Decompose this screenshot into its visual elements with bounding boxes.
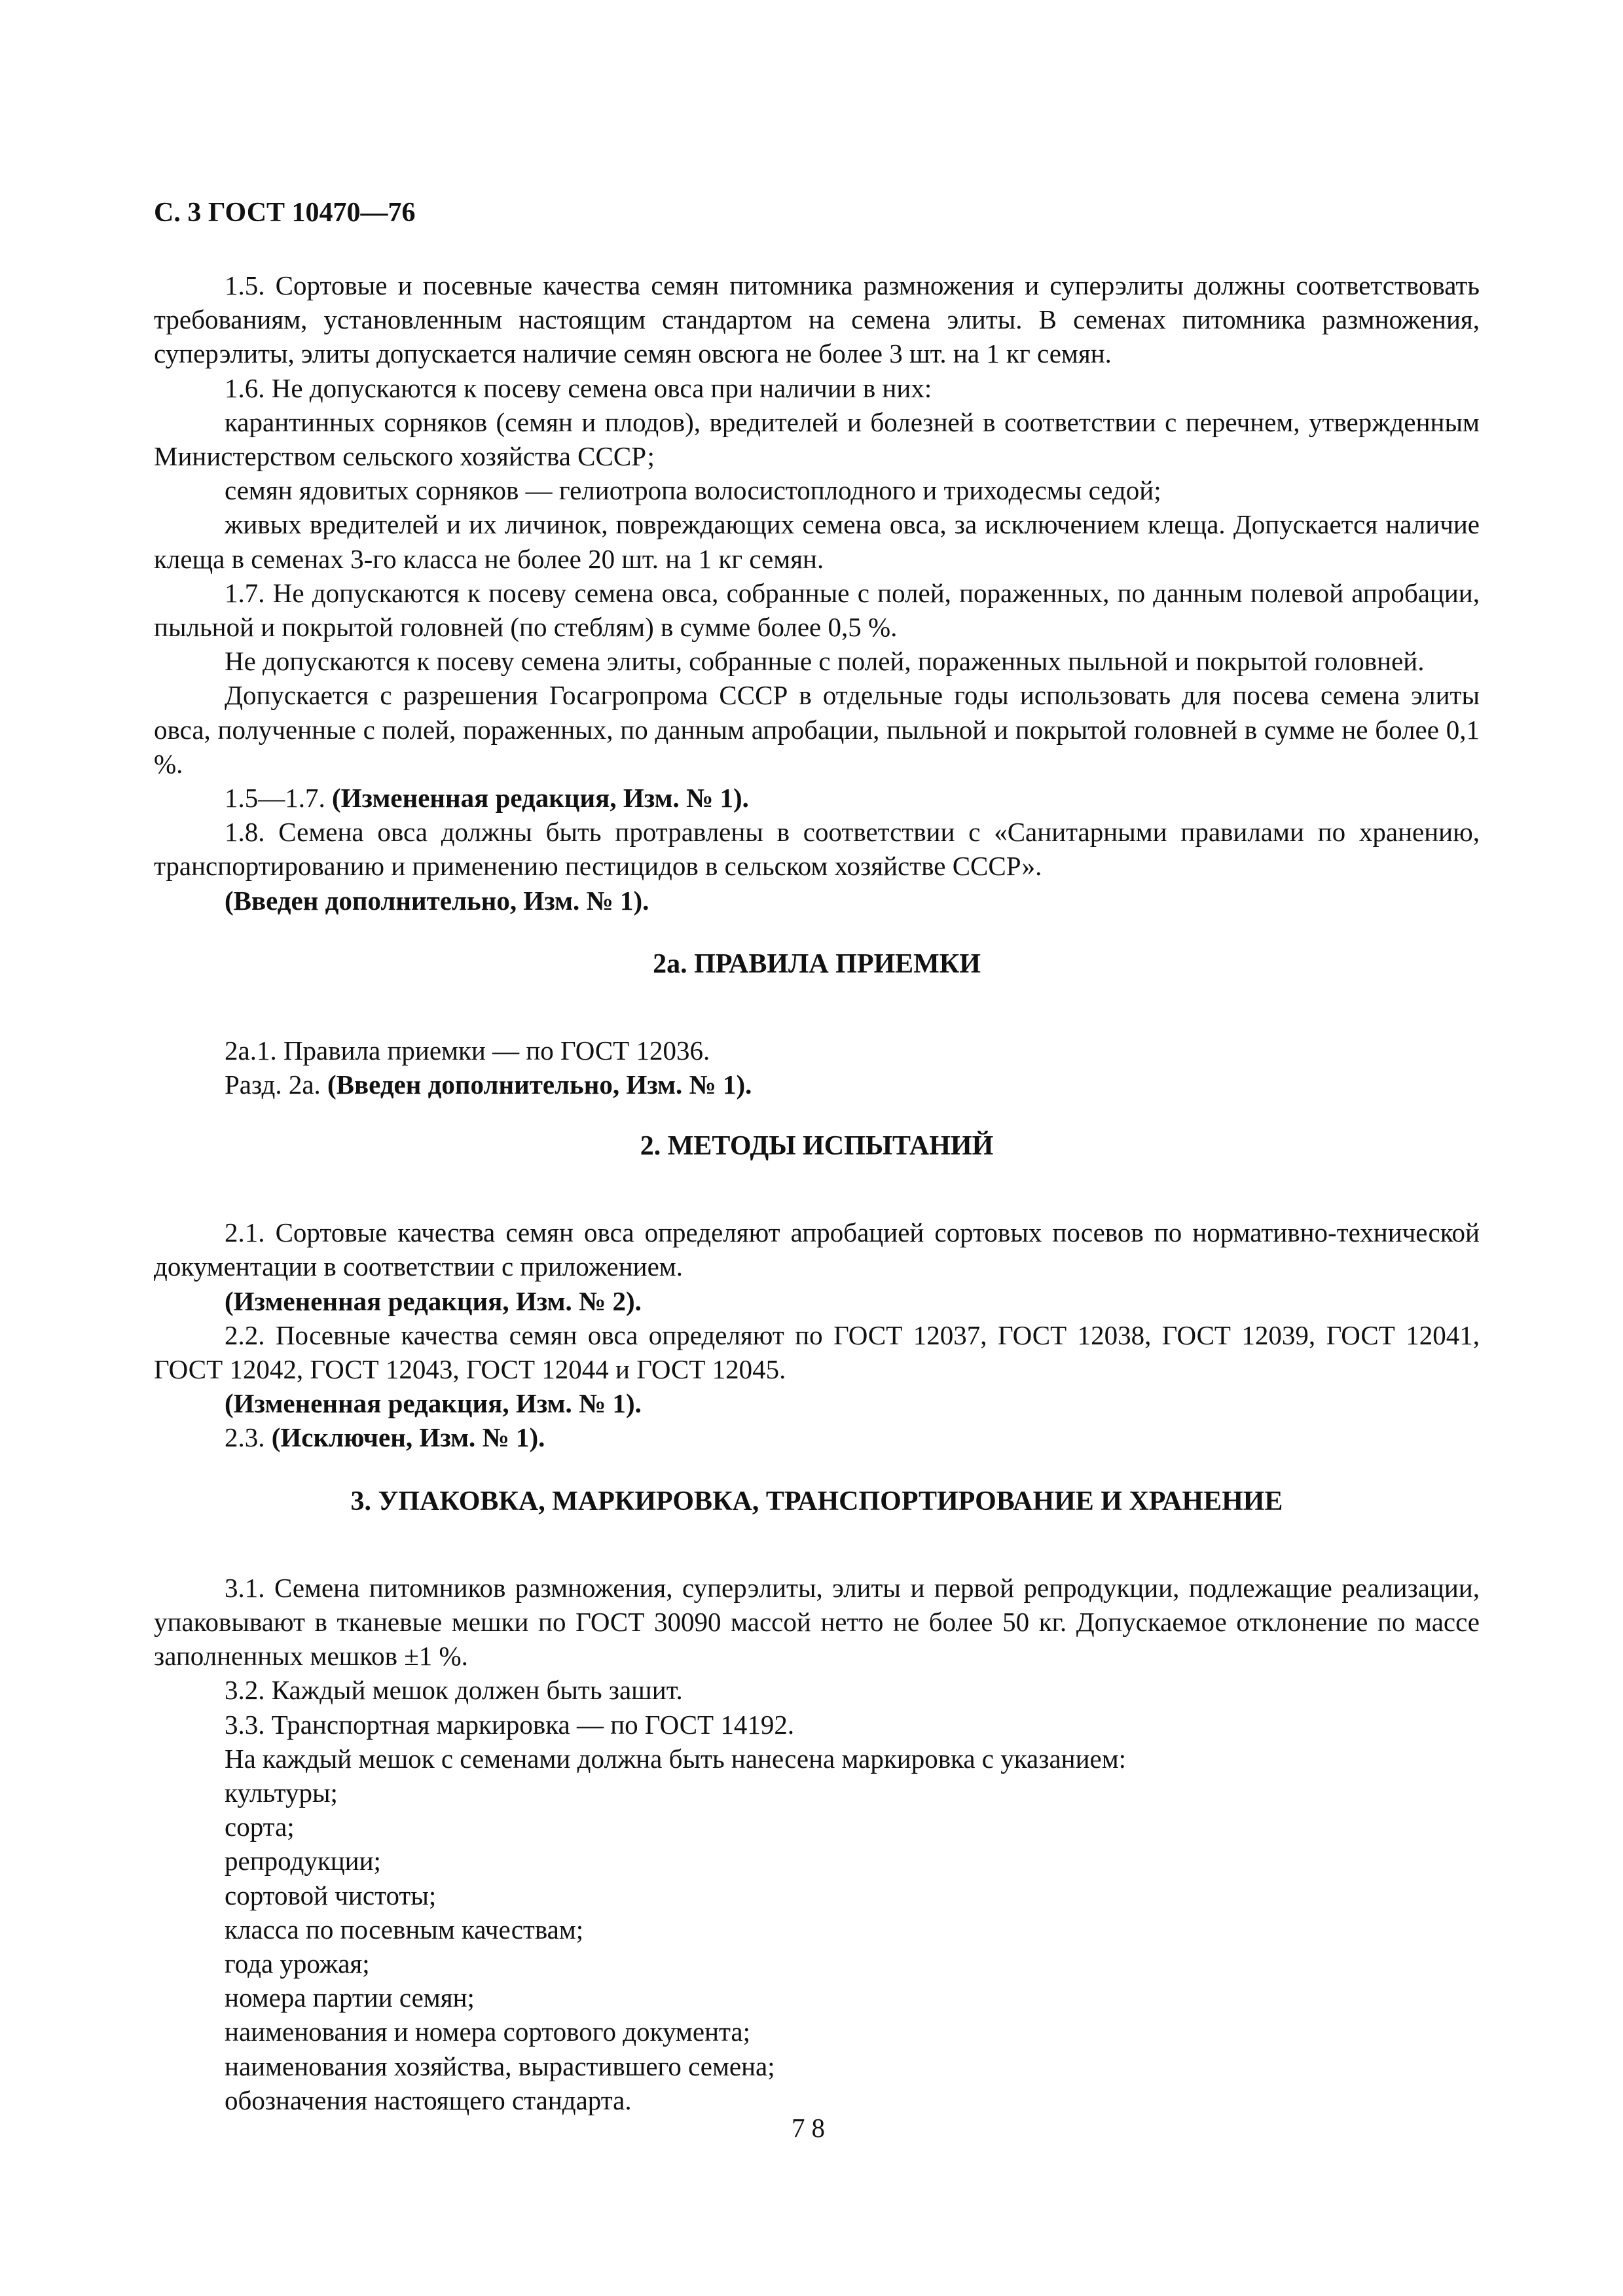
list-item: номера партии семян; [225, 1982, 475, 2013]
paragraph-1-5: 1.5. Сортовые и посевные качества семян питомника размножения и суперэлиты должны соответствовать требованиям, установленным настоящим стандартом на семена элиты. В семенах питомника размножения, суперэлиты, элиты допускается наличие семян овсюга не более 3 шт. на 1 кг семян. [154, 270, 1480, 369]
paragraph-2-2: 2.2. Посевные качества семян овса определяют по ГОСТ 12037, ГОСТ 12038, ГОСТ 12039, ГОСТ 12041, ГОСТ 12042, ГОСТ 12043, ГОСТ 12044 и ГОСТ 12045. [154, 1319, 1480, 1385]
section-2a-heading: 2а. ПРАВИЛА ПРИЕМКИ [653, 948, 981, 979]
list-item: класса по посевным качествам; [225, 1914, 584, 1945]
paragraph-3-1: 3.1. Семена питомников размножения, суперэлиты, элиты и первой репродукции, подлежащие реализации, упаковывают в тканевые мешки по ГОСТ 30090 массой нетто не более 50 кг. Допускаемое отклонение по массе заполненных мешков ±1 %. [154, 1572, 1480, 1672]
paragraph-1-6: 1.6. Не допускаются к посеву семена овса при наличии в них: [225, 372, 932, 403]
list-item: года урожая; [225, 1948, 370, 1979]
list-item: наименования хозяйства, вырастившего семена; [225, 2051, 775, 2081]
paragraph-2-2-amendment [154, 1386, 1480, 1420]
paragraph-1-7-elite: Не допускаются к посеву семена элиты, собранные с полей, пораженных пыльной и покрытой головней. [225, 646, 1425, 677]
paragraph-2a-amendment [154, 1067, 1480, 1102]
section-2-heading: 2. МЕТОДЫ ИСПЫТАНИЙ [640, 1131, 994, 1162]
amendment-note: (Введен дополнительно, Изм. № 1). [327, 1069, 752, 1100]
running-head: С. 3 ГОСТ 10470—76 [154, 198, 416, 228]
paragraph-2a-1: 2а.1. Правила приемки — по ГОСТ 12036. [225, 1035, 710, 1066]
paragraph-number: 2.3. [225, 1422, 272, 1453]
amendment-note: (Измененная редакция, Изм. № 2). [225, 1285, 642, 1316]
section-3-heading: 3. УПАКОВКА, МАРКИРОВКА, ТРАНСПОРТИРОВАНИЕ И ХРАНЕНИЕ [350, 1486, 1283, 1516]
amendment-note: (Измененная редакция, Изм. № 1). [332, 783, 749, 814]
paragraph-1-6-weeds: семян ядовитых сорняков — гелиотропа волосистоплодного и триходесмы седой; [225, 475, 1161, 506]
paragraph-2-1: 2.1. Сортовые качества семян овса определяют апробацией сортовых посевов по нормативно-технической документации в соответствии с приложением. [154, 1217, 1480, 1282]
amendment-note: (Исключен, Изм. № 1). [271, 1422, 545, 1453]
amendment-note: (Измененная редакция, Изм. № 1). [225, 1388, 642, 1419]
document-body [154, 268, 1480, 2117]
paragraph-1-7-permission: Допускается с разрешения Госагропрома СССР в отдельные годы использовать для посева семена элиты овса, полученные с полей, пораженных, по данным апробации, пыльной и покрытой головней в сумме не более 0,1 %. [154, 680, 1480, 779]
list-item: репродукции; [225, 1846, 381, 1876]
amendment-prefix: Разд. 2а. [225, 1069, 328, 1100]
list-item: культуры; [225, 1777, 338, 1808]
amendment-note: (Введен дополнительно, Изм. № 1). [225, 885, 649, 916]
paragraph-1-6-quarantine: карантинных сорняков (семян и плодов), вредителей и болезней в соответствии с перечнем, утвержденным Министерством сельского хозяйства СССР; [154, 406, 1480, 472]
page-number: 78 [792, 2113, 831, 2143]
paragraph-2-3 [154, 1420, 1480, 1454]
paragraph-3-3-marking: На каждый мешок с семенами должна быть нанесена маркировка с указанием: [225, 1743, 1127, 1774]
paragraph-1-8: 1.8. Семена овса должны быть протравлены в соответствии с «Санитарными правилами по хранению, транспортированию и применению пестицидов в сельском хозяйстве СССР». [154, 817, 1480, 882]
paragraph-1-7: 1.7. Не допускаются к посеву семена овса, собранные с полей, пораженных, по данным полевой апробации, пыльной и покрытой головней (по стеблям) в сумме более 0,5 %. [154, 577, 1480, 643]
list-item: сортовой чистоты; [225, 1880, 437, 1910]
list-item: сорта; [225, 1812, 295, 1842]
amendment-prefix: 1.5—1.7. [225, 783, 332, 814]
paragraph-3-3: 3.3. Транспортная маркировка — по ГОСТ 14192. [225, 1709, 795, 1740]
paragraph-1-8-amendment [154, 884, 1480, 918]
paragraph-1-6-pests: живых вредителей и их личинок, повреждающих семена овса, за исключением клеща. Допускается наличие клеща в семенах 3-го класса не более 20 шт. на 1 кг семян. [154, 509, 1480, 574]
paragraph-2-1-amendment [154, 1284, 1480, 1318]
paragraph-1-5-1-7-amendment [154, 781, 1480, 815]
list-item: обозначения настоящего стандарта. [225, 2085, 632, 2115]
paragraph-3-2: 3.2. Каждый мешок должен быть зашит. [225, 1675, 683, 1706]
list-item: наименования и номера сортового документа; [225, 2017, 751, 2047]
